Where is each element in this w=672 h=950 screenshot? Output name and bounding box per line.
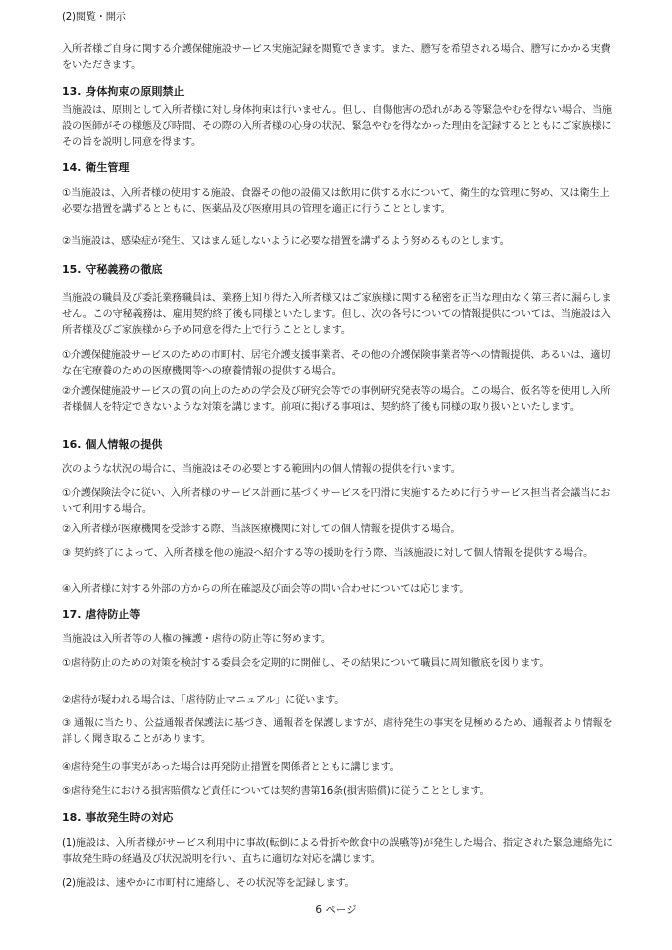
sec16-item-3: ③ 契約終了によって、入所者様を他の施設へ紹介する等の援助を行う際、当該施設に対して個人情報を提供する場合。	[62, 548, 594, 559]
sec17-item-3: ③ 通報に当たり、公益通報者保護法に基づき、通報者を保護しますが、虐待発生の事実を見極めるため、通報者より情報を詳しく聞き取ることがあります。	[62, 718, 613, 745]
sec17-intro: 当施設は入所者等の人権の擁護・虐待の防止等に努めます。	[62, 634, 331, 645]
sec14-heading: 14. 衛生管理	[62, 161, 130, 174]
sec18-item-1: (1)施設は、入所者様がサービス利用中に事故(転倒による骨折や飲食中の誤嚥等)が発生した場合、指定された緊急連絡先に事故発生時の経過及び状況説明を行い、直ちに適切な対応を講じます。	[62, 838, 613, 865]
sec14-item-1: ①当施設は、入所者様の使用する施設、食器その他の設備又は飲用に供する水について、衛生的な管理に努め、又は衛生上必要な措置を講ずるとともに、医薬品及び医療用具の管理を適正に行うこととします。	[62, 188, 610, 215]
sec16-item-2: ②入所者様が医療機関を受診する際、当該医療機関に対しての個人情報を提供する場合。	[62, 524, 461, 535]
sec13-body: 当施設は、原則として入所者様に対し身体拘束は行いません。但し、自傷他害の恐れがある等緊急やむを得ない場合、当施設の医師がその様態及び時間、その際の入所者様の心身の状況、緊急やむを得なかった理由を記録するとともにご家族様にその旨を説明し同意を得ます。	[62, 105, 612, 148]
sec17-item-4: ④虐待発生の事実があった場合は再発防止措置を関係者とともに講じます。	[62, 762, 400, 773]
sec14-item-2: ②当施設は、感染症が発生、又はまん延しないように必要な措置を講ずるよう努めるものとします。	[62, 236, 510, 247]
sec16-heading: 16. 個人情報の提供	[62, 438, 163, 451]
sec12-subtitle: (2)閲覧・開示	[62, 12, 126, 23]
sec17-item-1: ①虐待防止のための対策を検討する委員会を定期的に開催し、その結果について職員に周知徹底を図ります。	[62, 658, 550, 669]
sec17-heading: 17. 虐待防止等	[62, 608, 141, 621]
sec17-item-2: ②虐待が疑われる場合は、「虐待防止マニュアル」に従います。	[62, 695, 345, 706]
sec18-heading: 18. 事故発生時の対応	[62, 811, 174, 824]
sec17-item-5: ⑤虐待発生における損害賠償など責任については契約書第16条(損害賠償)に従うこととします。	[62, 786, 490, 797]
sec18-item-2: (2)施設は、速やかに市町村に連絡し、その状況等を記録します。	[62, 878, 355, 889]
sec15-item-1: ①介護保健施設サービスのための市町村、居宅介護支援事業者、その他の介護保険事業者等への情報提供、あるいは、適切な在宅療養のための医療機関等への療養情報の提供する場合。	[62, 350, 611, 377]
sec15-heading: 15. 守秘義務の徹底	[62, 263, 163, 276]
sec16-item-4: ④入所者様に対する外部の方からの所在確認及び面会等の問い合わせについては応じます。	[62, 584, 470, 595]
sec15-intro: 当施設の職員及び委託業務職員は、業務上知り得た入所者様又はご家族様に関する秘密を正当な理由なく第三者に漏らしません。この守秘義務は、雇用契約終了後も同様といたします。但し、次の各号についての情報提供については、当施設は入所者様及びご家族様から予め同意を得た上で行うこととします。	[62, 293, 612, 336]
sec15-item-2: ②介護保健施設サービスの質の向上のための学会及び研究会等での事例研究発表等の場合。この場合、仮名等を使用し入所者様個人を特定できないような対策を講じます。前項に掲げる事項は、契約終了後も同様の取り扱いといたします。	[62, 386, 611, 413]
sec12-body: 入所者様ご自身に関する介護保健施設サービス実施記録を閲覧できます。また、謄写を希望される場合、謄写にかかる実費をいただきます。	[62, 44, 611, 71]
page-number: 6 ページ	[315, 904, 357, 916]
sec16-item-1: ①介護保険法令に従い、入所者様のサービス計画に基づくサービスを円滑に実施するために行うサービス担当者会議当において利用する場合。	[62, 488, 611, 515]
sec16-intro: 次のような状況の場合に、当施設はその必要とする範囲内の個人情報の提供を行います。	[62, 464, 461, 475]
sec13-heading: 13. 身体拘束の原則禁止	[62, 85, 185, 98]
